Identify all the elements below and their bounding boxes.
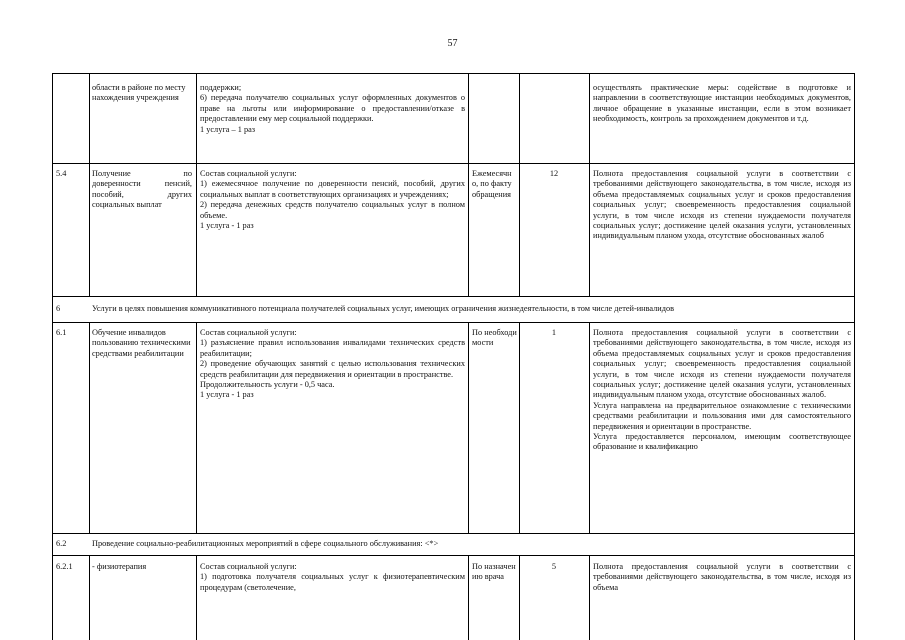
description-line: поддержки; <box>200 83 242 92</box>
col-border <box>196 555 197 640</box>
quality-criteria <box>593 169 851 242</box>
service-count: 12 <box>549 169 559 178</box>
col-border <box>196 73 197 296</box>
row-number: 6.2.1 <box>56 562 73 571</box>
section-title: Проведение социально-реабилитационных мероприятий в сфере социального обслуживания: <*> <box>92 539 439 548</box>
description-line: Состав социальной услуги: <box>200 328 297 337</box>
col-border <box>468 73 469 296</box>
quality-criteria <box>593 328 851 453</box>
col-border <box>89 73 90 296</box>
row-border <box>52 296 855 297</box>
description-line: Состав социальной услуги: <box>200 169 297 178</box>
description-line: 1 услуга - 1 раз <box>200 390 254 400</box>
row-number: 6.1 <box>56 328 67 337</box>
description-line: 1 услуга – 1 раз <box>200 124 256 134</box>
service-frequency: По необходимости <box>472 328 517 348</box>
service-frequency: Ежемесячно, по факту обращения <box>472 169 512 199</box>
criteria-paragraph: Полнота предоставления социальной услуги в соответствии с требованиями действующего законодательства, в том числе, исходя из объема предоставляемых социальных услуг и сроков предоставления социальных услуг; своевременность предоставления социальной услуги, в том числе исходя из степени нуждаемости получателя социальных услуг; достижение целей оказания услуги, установленных индивидуальным планом ухода, отсутствие обоснованных жалоб. <box>593 328 851 400</box>
row-border <box>52 73 855 74</box>
row-number: 5.4 <box>56 169 67 178</box>
row-border <box>52 555 855 556</box>
service-frequency: По назначению врача <box>472 562 516 582</box>
section-title: Услуги в целях повышения коммуникативного потенциала получателей социальных услуг, имеющих ограничения жизнедеятельности, в том числе детей-инвалидов <box>92 304 675 313</box>
col-border <box>589 73 590 296</box>
col-border <box>519 73 520 296</box>
col-border <box>519 322 520 533</box>
col-border <box>89 555 90 640</box>
service-count: 1 <box>551 328 557 337</box>
criteria-paragraph: Услуга предоставляется персоналом, имеющим соответствующее образование и квалификацию <box>593 432 851 452</box>
description-line: Продолжительность услуги - 0,5 часа. <box>200 380 335 390</box>
description-line: 1 услуга - 1 раз <box>200 221 254 231</box>
service-name: Получение по доверенности пенсий, пособий, других социальных выплат <box>92 169 192 210</box>
service-description <box>200 328 465 401</box>
description-line: 1) ежемесячное получение по доверенности пенсий, пособий, других социальных выплат в соответствующих организациях и учреждениях; <box>200 179 465 199</box>
description-line: 2) проведение обучающих занятий с целью использования технических средств реабилитации для передвижения и ориентации в пространстве. <box>200 359 465 379</box>
col-border <box>589 555 590 640</box>
col-border <box>196 322 197 533</box>
service-description <box>200 83 465 135</box>
service-description <box>200 562 465 593</box>
service-name: области в районе по месту нахождения учреждения <box>92 83 186 103</box>
col-border <box>589 322 590 533</box>
description-line: 6) передача получателю социальных услуг оформленных документов о праве на льготы или информирование о предоставлении/отказе в предоставлении ему мер социальной поддержки. <box>200 93 465 124</box>
criteria-paragraph: Полнота предоставления социальной услуги в соответствии с требованиями действующего законодательства, в том числе, исходя из объема предоставляемых социальных услуг и сроков предоставления социальных услуг; своевременность предоставления социальной услуги, в том числе исходя из степени нуждаемости получателя социальных услуг; достижение целей оказания услуги, установленных индивидуальным планом ухода, отсутствие обоснованных жалоб <box>593 169 851 241</box>
page-number: 57 <box>447 38 458 49</box>
section-number: 6 <box>56 304 61 313</box>
col-border <box>89 322 90 533</box>
service-description <box>200 169 465 231</box>
service-name: Обучение инвалидов пользованию техническими средствами реабилитации <box>92 328 191 358</box>
description-line: 1) подготовка получателя социальных услуг к физиотерапевтическим процедурам (светолечение, <box>200 572 465 592</box>
col-border <box>468 555 469 640</box>
services-table <box>52 73 855 640</box>
row-border <box>52 533 855 534</box>
quality-criteria <box>593 562 851 593</box>
criteria-paragraph: Услуга направлена на предварительное ознакомление с техническими средствами реабилитации и пользования ими для самостоятельного передвижения и ориентации в пространстве. <box>593 400 851 431</box>
col-border <box>52 73 53 640</box>
col-border <box>854 73 855 640</box>
row-border <box>52 322 855 323</box>
section-number: 6.2 <box>56 539 67 548</box>
quality-criteria <box>593 83 851 125</box>
col-border <box>468 322 469 533</box>
description-line: 1) разъяснение правил использования инвалидами технических средств реабилитации; <box>200 338 465 358</box>
row-border <box>52 163 855 164</box>
criteria-paragraph: Полнота предоставления социальной услуги в соответствии с требованиями действующего законодательства, в том числе, исходя из объема <box>593 562 851 592</box>
description-line: 2) передача денежных средств получателю социальных услуг в полном объеме. <box>200 200 465 220</box>
service-count: 5 <box>551 562 557 571</box>
description-line: Состав социальной услуги: <box>200 562 297 571</box>
criteria-paragraph: осуществлять практические меры: содействие в подготовке и направлении в соответствующие инстанции необходимых документов, личное обращение в указанные инстанции, если в этом возникает необходимость, контроль за прохождением документов и т.д. <box>593 83 851 124</box>
service-name: - физиотерапия <box>92 562 147 571</box>
